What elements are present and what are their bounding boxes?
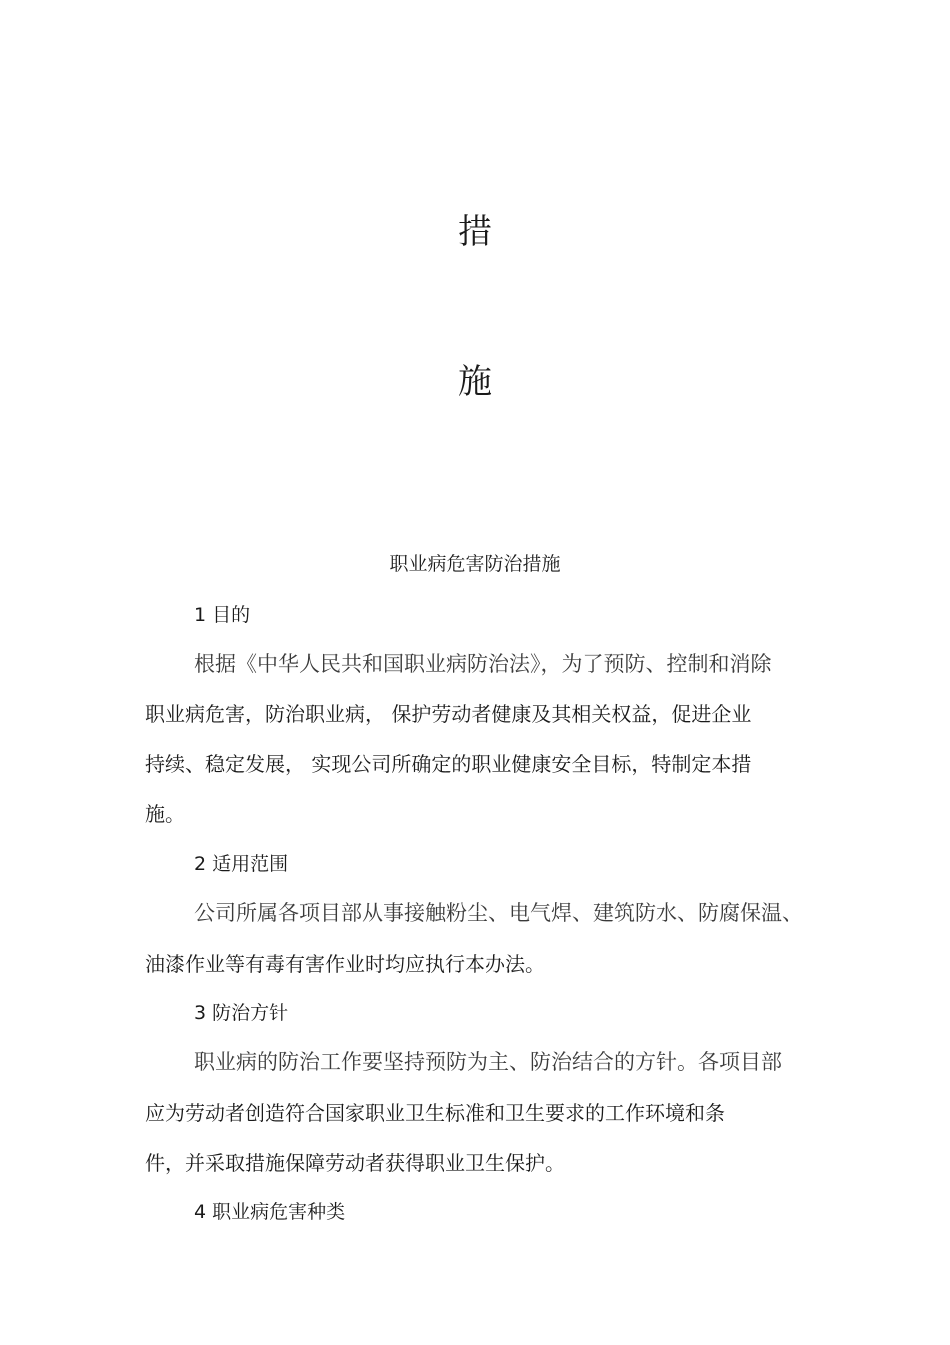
section-2-line-1: 公司所属各项目部从事接触粉尘、电气焊、建筑防水、防腐保温、 [194, 901, 803, 925]
document-title: 职业病危害防治措施 [389, 553, 561, 575]
section-1-line-1: 根据《中华人民共和国职业病防治法》，为了预防、控制和消除 [194, 652, 772, 676]
section-1-line-4: 施。 [145, 802, 185, 826]
section-3-line-1: 职业病的防治工作要坚持预防为主、防治结合的方针。各项目部 [194, 1050, 782, 1074]
section-2-line-2: 油漆作业等有毒有害作业时均应执行本办法。 [145, 952, 545, 976]
section-1-line-3: 持续、稳定发展， 实现公司所确定的职业健康安全目标，特制定本措 [145, 752, 752, 776]
section-1-heading: 1 目的 [194, 604, 251, 626]
section-3-line-3: 件，并采取措施保障劳动者获得职业卫生保护。 [145, 1151, 565, 1175]
section-3-heading: 3 防治方针 [194, 1002, 289, 1024]
cover-char-1: 措 [458, 212, 492, 252]
cover-char-2: 施 [458, 362, 492, 402]
section-4-heading: 4 职业病危害种类 [194, 1201, 346, 1223]
section-3-line-2: 应为劳动者创造符合国家职业卫生标准和卫生要求的工作环境和条 [145, 1101, 725, 1125]
section-1-line-2: 职业病危害，防治职业病， 保护劳动者健康及其相关权益，促进企业 [145, 702, 752, 726]
section-2-heading: 2 适用范围 [194, 853, 289, 875]
